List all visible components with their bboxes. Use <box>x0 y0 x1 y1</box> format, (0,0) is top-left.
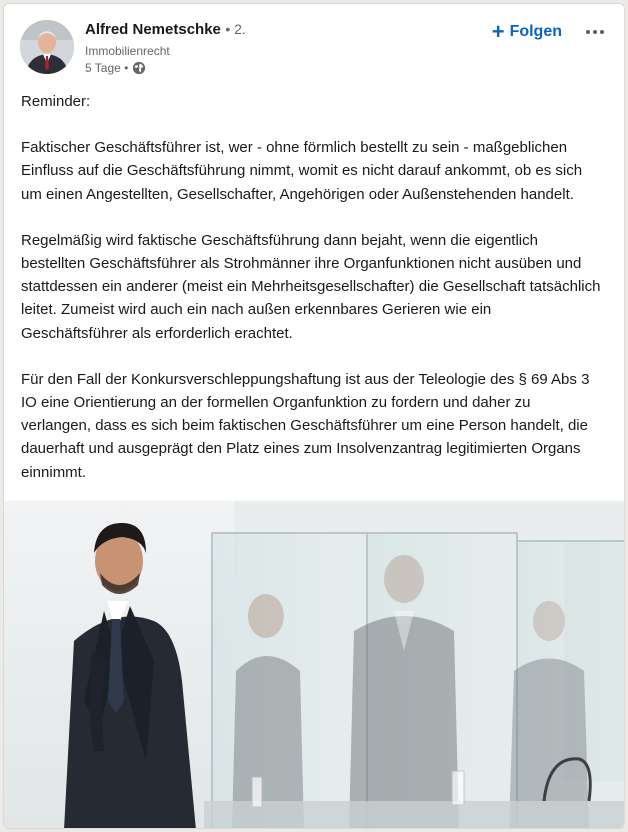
more-icon-dot <box>600 30 604 34</box>
author-headline: Immobilienrecht <box>85 44 170 58</box>
follow-label: Folgen <box>509 23 562 40</box>
post-paragraph: Regelmäßig wird faktische Geschäftsführung dann bejaht, wenn die eigentlich bestellten Geschäftsführer als Strohmänner ihre Organfunktionen nicht ausüben und stattdessen ein anderer (meist ein Mehrheitsgesellschafter) die Gesellschaft tatsächlich leitet. Zumeist wird auch ein nach außen erkennbares Gerieren wie ein Geschäftsführer als erforderlich erachtet. <box>21 231 601 342</box>
post-header <box>4 4 624 88</box>
post-paragraph: Faktischer Geschäftsführer ist, wer - ohne förmlich bestellt zu sein - maßgeblichen Einfluss auf die Geschäftsführung nimmt, womit es nicht darauf ankommt, ob es sich um einen Angestellten, Gesellschafter, Angehörigen oder Außenstehenden handelt. <box>21 139 583 203</box>
post-meta <box>85 61 146 75</box>
post-card <box>3 3 625 829</box>
globe-icon <box>132 61 146 75</box>
follow-button[interactable] <box>492 18 562 46</box>
author-avatar[interactable] <box>20 20 74 74</box>
post-image[interactable] <box>4 501 625 829</box>
more-options-button[interactable] <box>580 18 610 46</box>
author-name[interactable]: Alfred Nemetschke <box>85 21 221 38</box>
avatar-image <box>20 20 74 74</box>
more-icon-dot <box>593 30 597 34</box>
post-paragraph: Reminder: <box>21 93 91 110</box>
post-time: 5 Tage • <box>85 61 129 75</box>
post-paragraph: Für den Fall der Konkursverschleppungshaftung ist aus der Teleologie des § 69 Abs 3 IO eine Orientierung an der formellen Organfunktion zu fordern und daher zu verlangen, dass es sich beim faktischen Geschäftsführer um eine Person handelt, die dauerhaft und ausgeprägt den Platz eines zum Insolvenzantrag legitimierten Organs einnimmt. <box>21 370 590 481</box>
photo-illustration <box>4 501 625 829</box>
plus-icon: + <box>491 19 505 44</box>
post-text <box>21 90 601 484</box>
more-icon-dot <box>586 30 590 34</box>
connection-degree: • 2. <box>225 21 246 37</box>
author-line <box>85 21 246 41</box>
